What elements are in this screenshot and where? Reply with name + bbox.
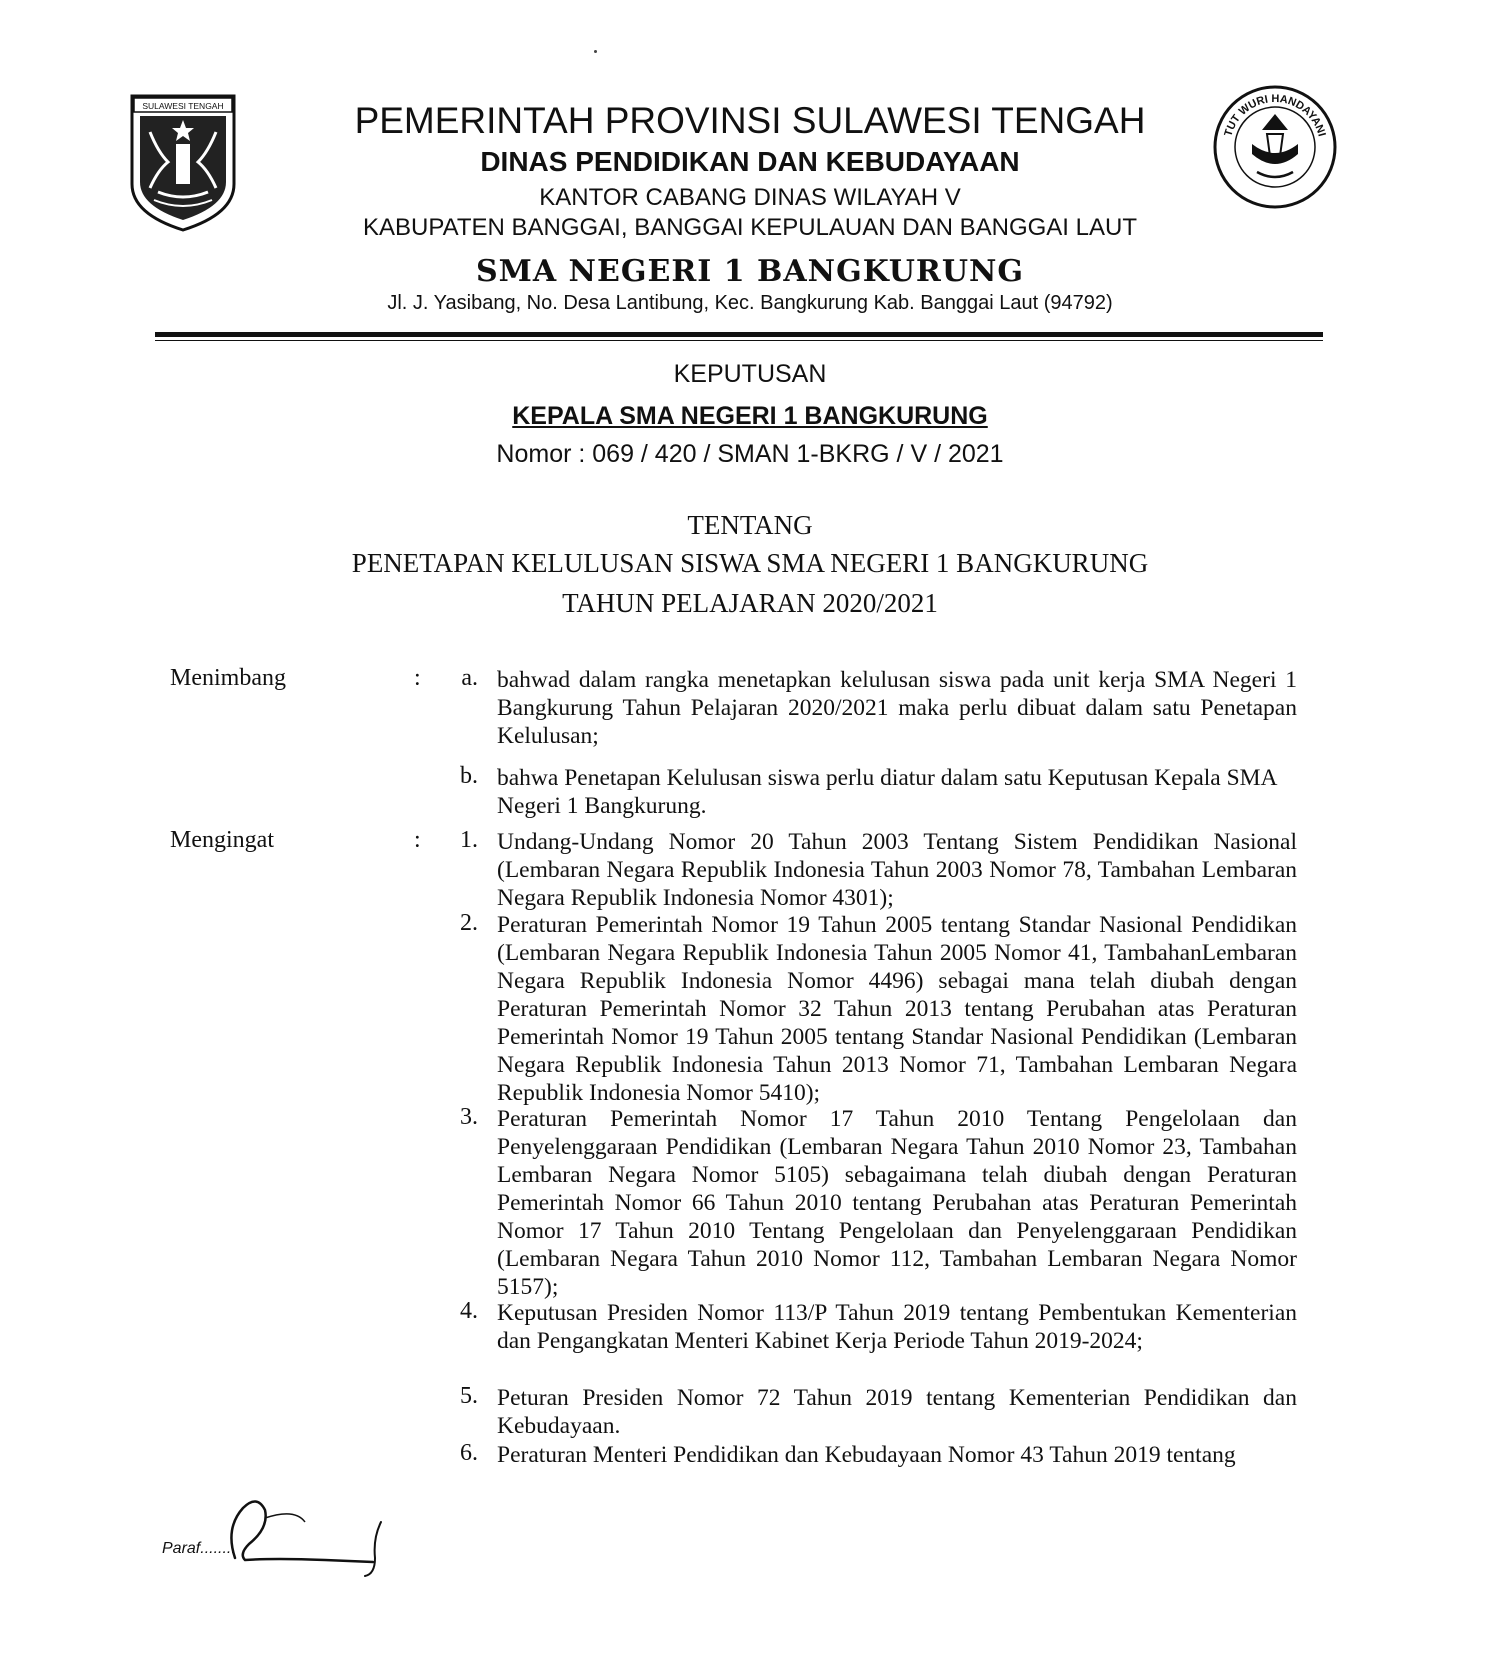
mengingat-item-text: Keputusan Presiden Nomor 113/P Tahun 2019 tentang Pembentukan Kementerian dan Pengangkatan Menteri Kabinet Kerja Periode Tahun 2019-2024; [497, 1300, 1297, 1354]
mengingat-item-text: Peraturan Menteri Pendidikan dan Kebudayaan Nomor 43 Tahun 2019 tentang [497, 1442, 1236, 1468]
mengingat-item-marker: 2. [460, 910, 478, 936]
mengingat-item-marker: 1. [460, 827, 478, 853]
initial-signature-icon [205, 1488, 405, 1580]
menimbang-colon: : [414, 665, 421, 691]
paraf-label: Paraf........ [162, 1540, 236, 1557]
mengingat-label: Mengingat [170, 827, 274, 853]
mengingat-item-text: Peturan Presiden Nomor 72 Tahun 2019 tentang Kementerian Pendidikan dan Kebudayaan. [497, 1385, 1297, 1439]
letterhead-school-name: SMA NEGERI 1 BANGKURUNG [475, 254, 1025, 289]
mengingat-item-text: Peraturan Pemerintah Nomor 19 Tahun 2005 tentang Standar Nasional Pendidikan (Lembaran Negara Republik Indonesia Tahun 2005 Nomor 41, TambahanLembaran Negara Republik Indonesia Nomor 4496) sebagai mana telah diubah dengan Peraturan Pemerintah Nomor 32 Tahun 2013 tentang Perubahan atas Peraturan Pemerintah Nomor 19 Tahun 2005 tentang Standar Nasional Pendidikan (Lembaran Negara Republik Indonesia Tahun 2013 Nomor 71, Tambahan Lembaran Negara Republik Indonesia Nomor 5410); [497, 912, 1297, 1106]
letterhead-address: Jl. J. Yasibang, No. Desa Lantibung, Kec. Bangkurung Kab. Banggai Laut (94792) [387, 292, 1113, 314]
emblem-label: SULAWESI TENGAH [142, 101, 224, 111]
letterhead-divider [155, 332, 1323, 337]
decision-issuer: KEPALA SMA NEGERI 1 BANGKURUNG [512, 402, 988, 430]
letterhead-divider-thin [155, 340, 1323, 341]
menimbang-label: Menimbang [170, 665, 286, 691]
menimbang-item-marker: b. [460, 763, 478, 789]
mengingat-item-marker: 3. [460, 1104, 478, 1130]
mengingat-item-marker: 5. [460, 1383, 478, 1409]
mengingat-item-text: Peraturan Pemerintah Nomor 17 Tahun 2010 Tentang Pengelolaan dan Penyelenggaraan Pendidikan (Lembaran Negara Tahun 2010 Nomor 23, Tambahan Lembaran Negara Nomor 5105) sebagaimana telah diubah dengan Peraturan Pemerintah Nomor 66 Tahun 2010 tentang Perubahan atas Peraturan Pemerintah Nomor 17 Tahun 2010 Tentang Pengelolaan dan Penyelenggaraan Pendidikan (Lembaran Negara Tahun 2010 Nomor 112, Tambahan Lembaran Negara Nomor 5157); [497, 1106, 1297, 1300]
scan-speck [594, 50, 597, 53]
tut-wuri-handayani-icon [1212, 84, 1338, 210]
decision-heading: KEPUTUSAN [673, 360, 827, 388]
menimbang-item-text: bahwa Penetapan Kelulusan siswa perlu diatur dalam satu Keputusan Kepala SMA Negeri 1 Bangkurung. [497, 765, 1277, 819]
menimbang-item-text: bahwad dalam rangka menetapkan kelulusan siswa pada unit kerja SMA Negeri 1 Bangkurung Tahun Pelajaran 2020/2021 maka perlu dibuat dalam satu Penetapan Kelulusan; [497, 667, 1297, 749]
mengingat-item-marker: 4. [460, 1298, 478, 1324]
mengingat-item-text: Undang-Undang Nomor 20 Tahun 2003 Tentang Sistem Pendidikan Nasional (Lembaran Negara Republik Indonesia Tahun 2003 Nomor 78, Tambahan Lembaran Negara Republik Indonesia Nomor 4301); [497, 829, 1297, 911]
decision-about: TENTANG [687, 510, 813, 540]
letterhead-regencies: KABUPATEN BANGGAI, BANGGAI KEPULAUAN DAN BANGGAI LAUT [363, 214, 1137, 241]
mengingat-item-marker: 6. [460, 1440, 478, 1466]
menimbang-item-marker: a. [461, 665, 478, 691]
mengingat-colon: : [414, 827, 421, 853]
decision-title-line2: TAHUN PELAJARAN 2020/2021 [562, 588, 938, 618]
decision-number: Nomor : 069 / 420 / SMAN 1-BKRG / V / 2021 [496, 440, 1004, 468]
logo-motto: TUT WURI HANDAYANI [1222, 92, 1328, 138]
sulawesi-tengah-emblem-icon [128, 92, 238, 234]
letterhead-government: PEMERINTAH PROVINSI SULAWESI TENGAH [354, 100, 1146, 141]
decision-title-line1: PENETAPAN KELULUSAN SISWA SMA NEGERI 1 BANGKURUNG [351, 548, 1149, 578]
letterhead-branch-office: KANTOR CABANG DINAS WILAYAH V [539, 184, 961, 211]
letterhead-department: DINAS PENDIDIKAN DAN KEBUDAYAAN [480, 146, 1020, 177]
